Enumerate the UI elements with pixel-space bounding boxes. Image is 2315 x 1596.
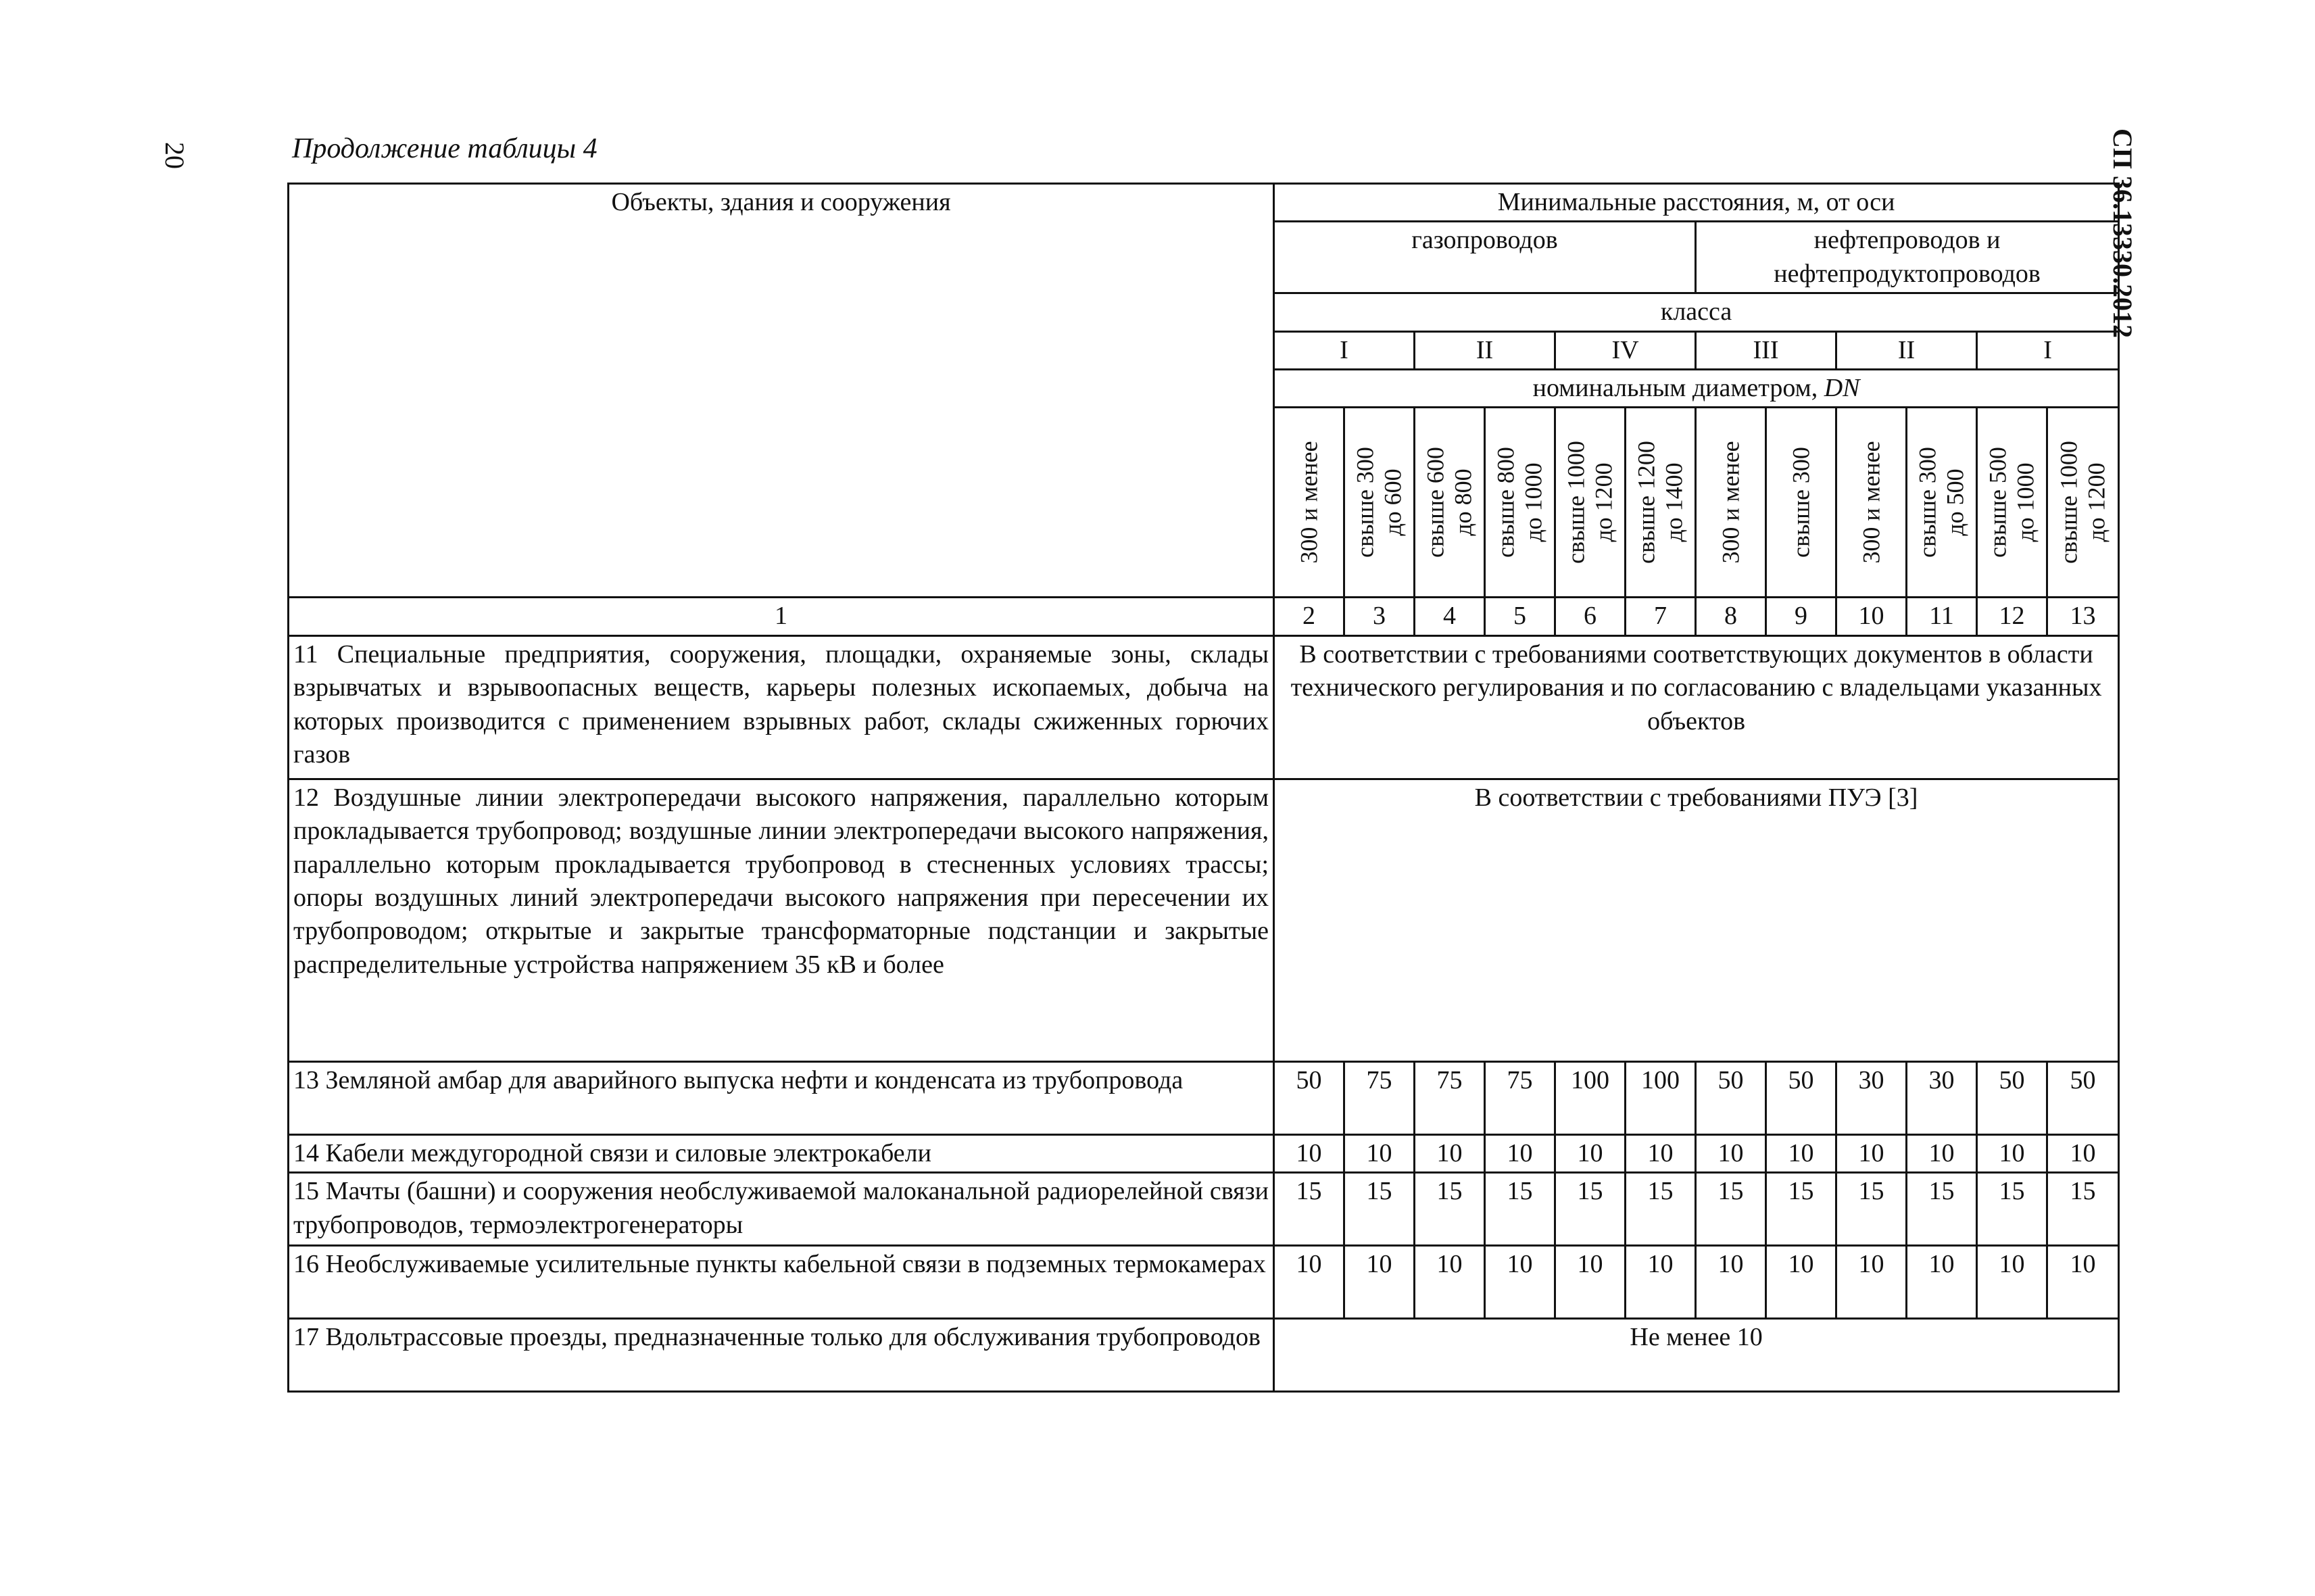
diameter-label-line: свыше 300	[1914, 447, 1941, 558]
distance-value: 15	[1415, 1173, 1485, 1246]
distance-value: 10	[1485, 1134, 1555, 1172]
diameter-header	[1274, 369, 2119, 407]
diameter-label-line: до 1200	[1590, 462, 1617, 543]
object-cell: 17 Вдольтрассовые проезды, предназначенные только для обслуживания трубопроводов	[289, 1319, 1274, 1392]
diameter-cell	[1344, 408, 1415, 598]
distance-value: 15	[1485, 1173, 1555, 1246]
distance-value: 10	[1485, 1246, 1555, 1319]
merged-requirement-cell: В соответствии с требованиями ПУЭ [3]	[1274, 779, 2119, 1061]
distance-value: 15	[1836, 1173, 1907, 1246]
distance-value: 10	[1344, 1134, 1415, 1172]
diameter-label	[2055, 441, 2111, 564]
diameter-cell	[1626, 408, 1696, 598]
distance-value: 10	[1274, 1246, 1344, 1319]
diameter-cell	[1415, 408, 1485, 598]
distance-value: 30	[1836, 1061, 1907, 1134]
column-number: 9	[1766, 598, 1836, 635]
diameter-label-line: свыше 600	[1421, 447, 1449, 558]
distance-value: 10	[1977, 1134, 2047, 1172]
distance-value: 15	[1274, 1173, 1344, 1246]
table-row	[289, 1173, 2119, 1246]
diameter-cell	[1696, 408, 1766, 598]
diameter-label	[1351, 447, 1407, 558]
column-number: 4	[1415, 598, 1485, 635]
diameter-label	[1857, 441, 1885, 564]
diameter-label	[1562, 441, 1618, 564]
diameter-label	[1717, 441, 1745, 564]
table-caption: Продолжение таблицы 4	[292, 133, 598, 164]
diameter-label	[1421, 447, 1478, 558]
class-cell: I	[1274, 331, 1415, 369]
table-row	[289, 779, 2119, 1061]
diameter-label	[1914, 447, 1970, 558]
distance-value: 50	[1274, 1061, 1344, 1134]
class-cell: III	[1696, 331, 1836, 369]
diameter-cell	[1977, 408, 2047, 598]
distance-value: 100	[1626, 1061, 1696, 1134]
class-cell: I	[1977, 331, 2119, 369]
diameter-label-line: 300 и менее	[1857, 441, 1884, 564]
object-cell: 15 Мачты (башни) и сооружения необслуживаемой малоканальной радиорелейной связи трубопроводов, термоэлектрогенераторы	[289, 1173, 1274, 1246]
distance-value: 75	[1485, 1061, 1555, 1134]
column-number: 11	[1907, 598, 1977, 635]
distance-value: 30	[1907, 1061, 1977, 1134]
column-number: 13	[2047, 598, 2119, 635]
diameter-cell	[1274, 408, 1344, 598]
diameter-label	[1295, 441, 1323, 564]
object-cell: 14 Кабели междугородной связи и силовые электрокабели	[289, 1134, 1274, 1172]
distance-value: 10	[1836, 1134, 1907, 1172]
distance-value: 10	[1836, 1246, 1907, 1319]
diameter-label	[1787, 447, 1815, 558]
diameter-label-line: свыше 1000	[1562, 441, 1590, 564]
column-number: 8	[1696, 598, 1766, 635]
class-header: класса	[1274, 293, 2119, 331]
column-number: 10	[1836, 598, 1907, 635]
column-number: 6	[1555, 598, 1626, 635]
distance-value: 15	[1907, 1173, 1977, 1246]
distance-value: 10	[1977, 1246, 2047, 1319]
object-cell: 12 Воздушные линии электропередачи высокого напряжения, параллельно которым прокладывается трубопровод; воздушные линии электропередачи высокого напряжения, параллельно которым прокладывается трубопровод в стесненных условиях трассы; опоры воздушных линий электропередачи высокого напряжения при пересечении их трубопроводом; открытые и закрытые трансформаторные подстанции и закрытые распределительные устройства напряжением 35 кВ и более	[289, 779, 1274, 1061]
diameter-label	[1492, 447, 1548, 558]
diameter-label-line: до 1400	[1660, 462, 1688, 543]
diameter-label-line: свыше 300	[1786, 447, 1814, 558]
diameter-label-line: свыше 500	[1984, 447, 2012, 558]
column-number: 3	[1344, 598, 1415, 635]
distance-value: 15	[1696, 1173, 1766, 1246]
column-number: 1	[289, 598, 1274, 635]
distance-value: 50	[1977, 1061, 2047, 1134]
distance-value: 10	[1696, 1246, 1766, 1319]
table-row	[289, 635, 2119, 779]
distance-value: 10	[1766, 1246, 1836, 1319]
document-code: СП 36.13330.2012	[2107, 128, 2138, 338]
diameter-label-line: свыше 800	[1492, 447, 1519, 558]
diameter-label-line: до 1000	[1519, 462, 1547, 543]
distance-value: 15	[1555, 1173, 1626, 1246]
page-number: 20	[160, 142, 190, 169]
diameter-label	[1984, 447, 2040, 558]
diameter-label-line: 300 и менее	[1294, 441, 1322, 564]
distance-value: 10	[1415, 1134, 1485, 1172]
class-cell: II	[1836, 331, 1977, 369]
merged-requirement-cell: Не менее 10	[1274, 1319, 2119, 1392]
distance-value: 15	[2047, 1173, 2119, 1246]
diameter-label-line: до 1000	[2012, 462, 2039, 543]
diameter-cell	[1555, 408, 1626, 598]
diameter-cell	[1836, 408, 1907, 598]
class-cell: IV	[1555, 331, 1696, 369]
distances-table	[287, 183, 2120, 1393]
column-number: 12	[1977, 598, 2047, 635]
distance-value: 10	[1907, 1246, 1977, 1319]
diameter-header-text: номинальным диаметром,	[1532, 373, 1824, 402]
diameter-label-line: 300 и менее	[1716, 441, 1744, 564]
distance-value: 100	[1555, 1061, 1626, 1134]
distance-value: 10	[1344, 1246, 1415, 1319]
diameter-cell	[1766, 408, 1836, 598]
diameter-cell	[1485, 408, 1555, 598]
diameter-label-line: до 500	[1941, 468, 1969, 537]
diameter-label-line: до 800	[1449, 468, 1477, 537]
distance-value: 15	[1626, 1173, 1696, 1246]
distance-value: 10	[1766, 1134, 1836, 1172]
column-number: 5	[1485, 598, 1555, 635]
distance-value: 15	[1344, 1173, 1415, 1246]
distance-value: 10	[1696, 1134, 1766, 1172]
distance-value: 10	[1907, 1134, 1977, 1172]
diameter-label-line: свыше 300	[1351, 447, 1379, 558]
distance-value: 75	[1415, 1061, 1485, 1134]
oil-pipelines-header: нефтепроводов и нефтепродуктопроводов	[1696, 222, 2119, 293]
diameter-cell	[1907, 408, 1977, 598]
distance-value: 10	[2047, 1246, 2119, 1319]
distance-value: 50	[1766, 1061, 1836, 1134]
table-row	[289, 1319, 2119, 1392]
column-number: 7	[1626, 598, 1696, 635]
table-row	[289, 1061, 2119, 1134]
distance-value: 75	[1344, 1061, 1415, 1134]
distance-value: 10	[1274, 1134, 1344, 1172]
diameter-label-line: свыше 1000	[2055, 441, 2082, 564]
object-cell: 16 Необслуживаемые усилительные пункты кабельной связи в подземных термокамерах	[289, 1246, 1274, 1319]
distance-value: 50	[1696, 1061, 1766, 1134]
column-number: 2	[1274, 598, 1344, 635]
diameter-cell	[2047, 408, 2119, 598]
distance-value: 10	[1626, 1134, 1696, 1172]
diameter-label-line: до 600	[1379, 468, 1407, 537]
distance-value: 10	[2047, 1134, 2119, 1172]
class-cell: II	[1415, 331, 1555, 369]
min-distance-header: Минимальные расстояния, м, от оси	[1274, 184, 2119, 222]
merged-requirement-cell: В соответствии с требованиями соответствующих документов в области технического регулирования и по согласованию с владельцами указанных объектов	[1274, 635, 2119, 779]
distance-value: 15	[1977, 1173, 2047, 1246]
object-cell: 11 Специальные предприятия, сооружения, площадки, охраняемые зоны, склады взрывчатых и взрывоопасных веществ, карьеры полезных ископаемых, добыча на которых производится с применением взрывных работ, склады сжиженных горючих газов	[289, 635, 1274, 779]
distance-value: 10	[1555, 1246, 1626, 1319]
object-cell: 13 Земляной амбар для аварийного выпуска нефти и конденсата из трубопровода	[289, 1061, 1274, 1134]
diameter-label-line: свыше 1200	[1632, 441, 1660, 564]
diameter-label-line: до 1200	[2082, 462, 2110, 543]
distance-value: 15	[1766, 1173, 1836, 1246]
table-row	[289, 1134, 2119, 1172]
diameter-label	[1632, 441, 1688, 564]
objects-header: Объекты, здания и сооружения	[289, 184, 1274, 598]
distance-value: 50	[2047, 1061, 2119, 1134]
distance-value: 10	[1415, 1246, 1485, 1319]
gas-pipelines-header: газопроводов	[1274, 222, 1696, 293]
dn-symbol: DN	[1824, 373, 1860, 402]
distance-value: 10	[1555, 1134, 1626, 1172]
table-row	[289, 1246, 2119, 1319]
distance-value: 10	[1626, 1246, 1696, 1319]
